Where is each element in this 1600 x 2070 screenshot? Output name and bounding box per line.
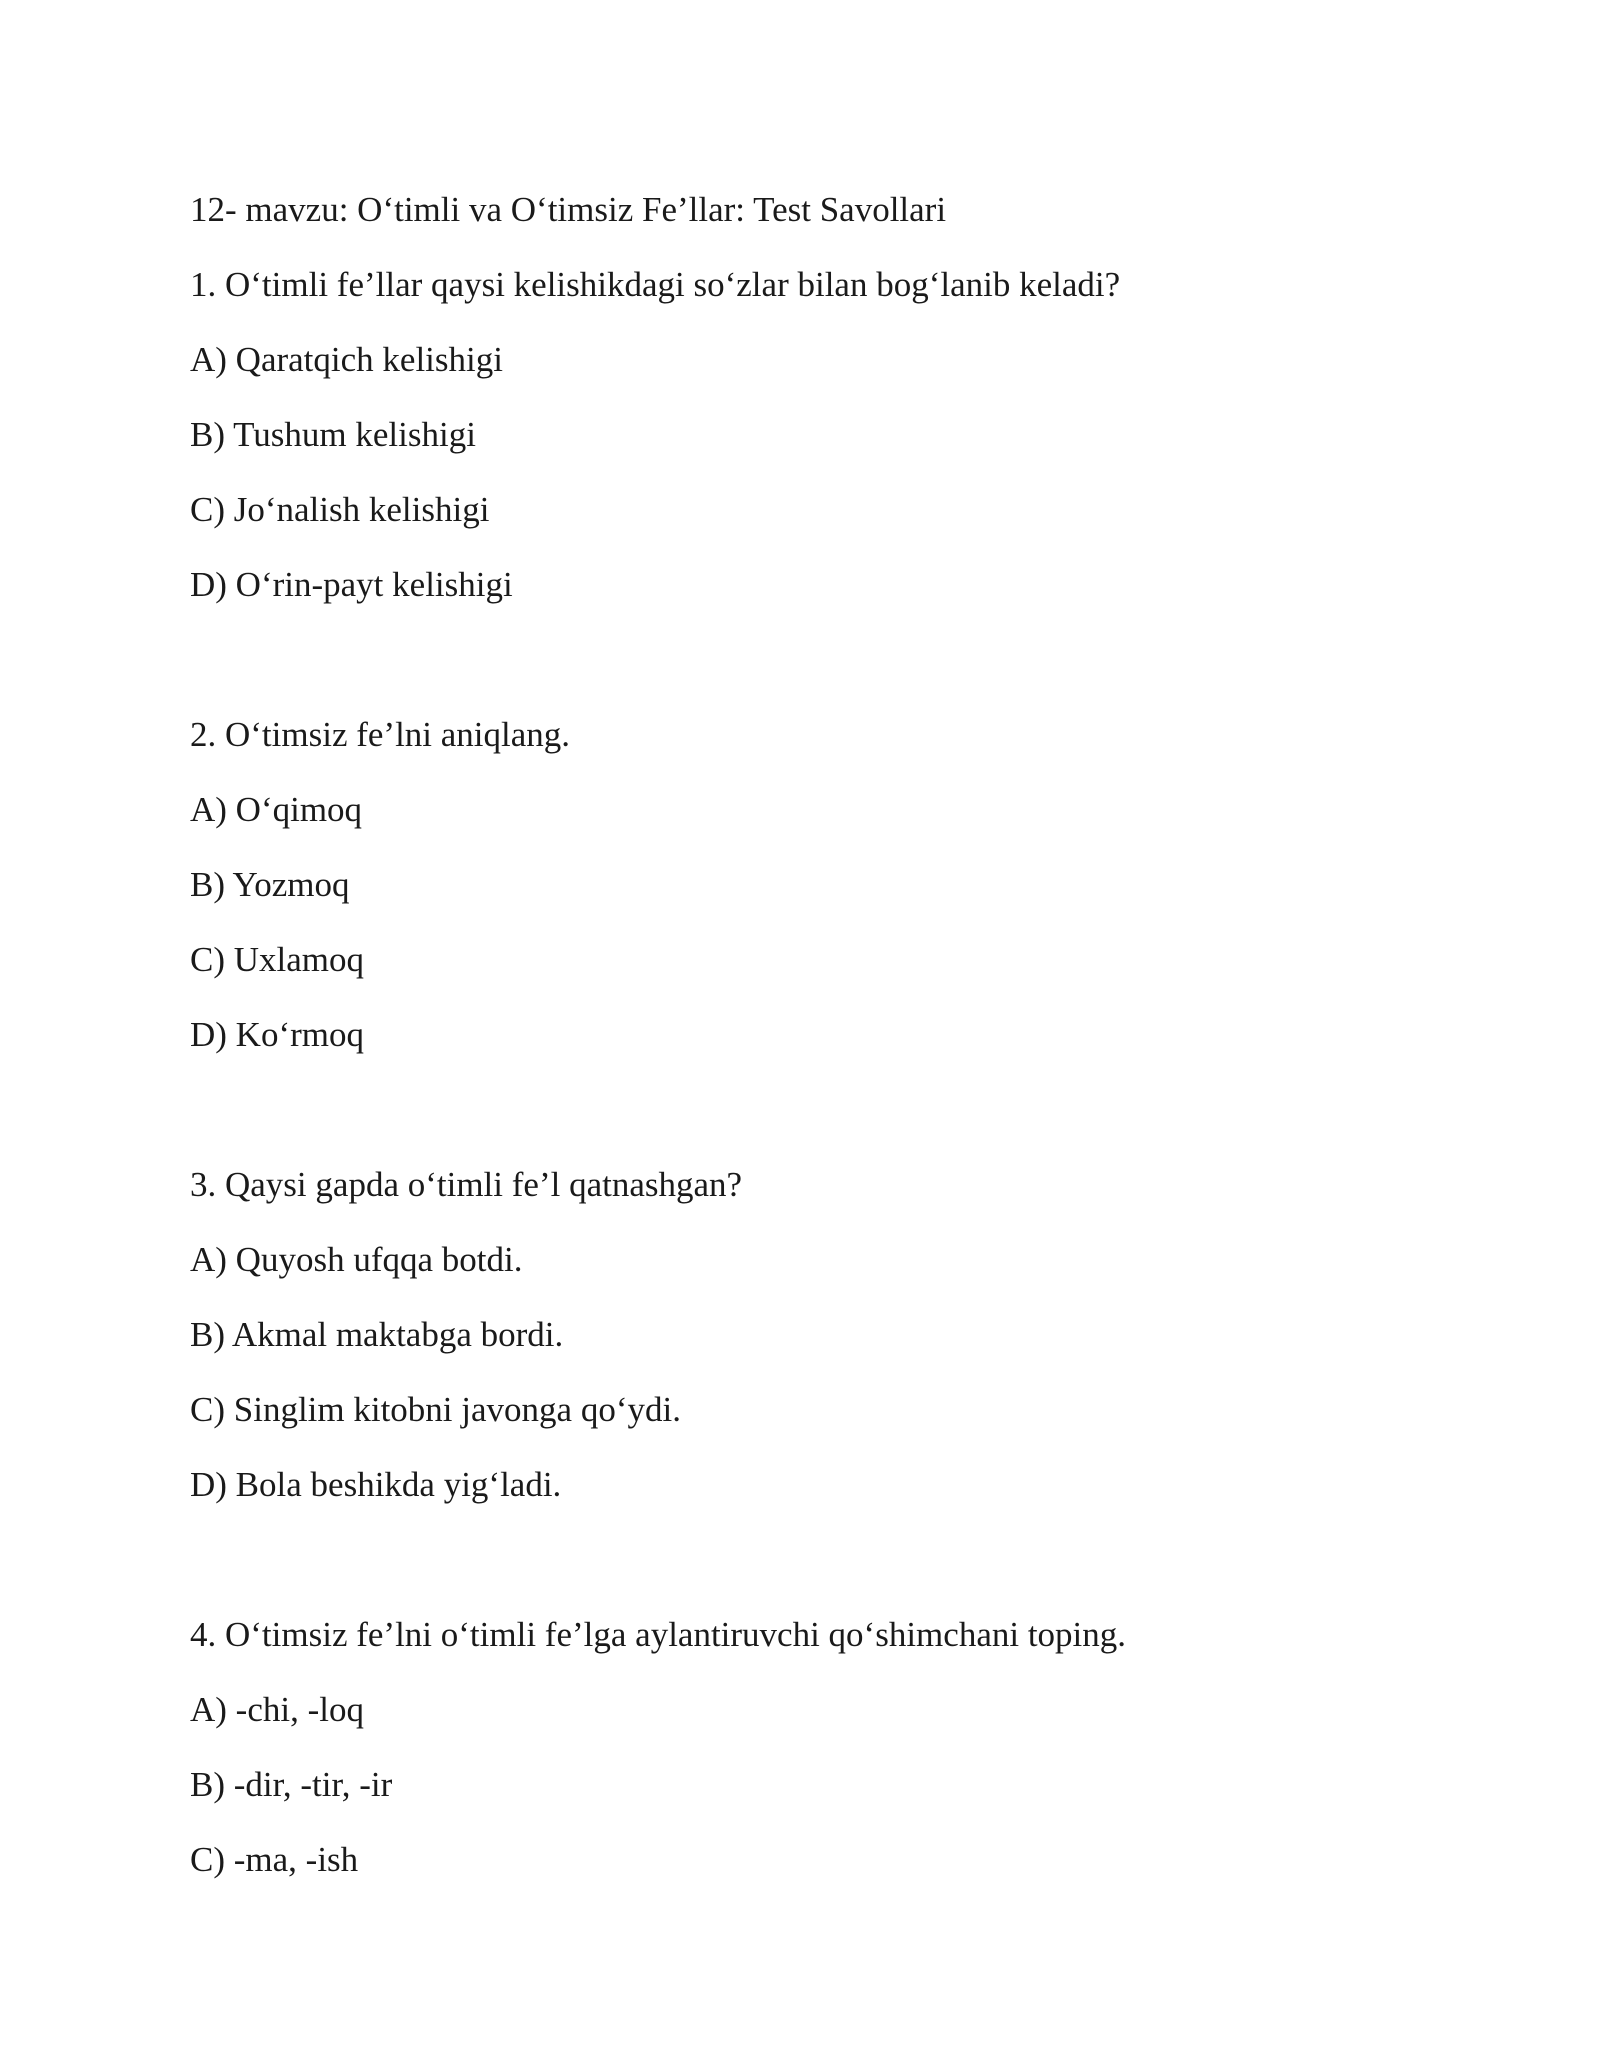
answer-option: B) -dir, -tir, -ir (190, 1765, 393, 1804)
answer-option: A) Qaratqich kelishigi (190, 340, 503, 379)
answer-option: C) -ma, -ish (190, 1840, 359, 1879)
answer-option: B) Tushum kelishigi (190, 415, 476, 454)
answer-option: A) O‘qimoq (190, 790, 363, 829)
page-title: 12- mavzu: O‘timli va O‘timsiz Fe’llar: Test Savollari (190, 190, 947, 229)
answer-option: A) -chi, -loq (190, 1690, 364, 1729)
answer-option: C) Jo‘nalish kelishigi (190, 490, 490, 529)
answer-option: D) Ko‘rmoq (190, 1015, 364, 1054)
answer-option: B) Akmal maktabga bordi. (190, 1315, 564, 1354)
question-text: 1. O‘timli fe’llar qaysi kelishikdagi so‘zlar bilan bog‘lanib keladi? (190, 265, 1121, 304)
question-text: 4. O‘timsiz fe’lni o‘timli fe’lga aylantiruvchi qo‘shimchani toping. (190, 1615, 1127, 1654)
answer-option: B) Yozmoq (190, 865, 350, 904)
question-text: 2. O‘timsiz fe’lni aniqlang. (190, 715, 571, 754)
answer-option: D) O‘rin-payt kelishigi (190, 565, 513, 604)
answer-option: A) Quyosh ufqqa botdi. (190, 1240, 523, 1279)
question-text: 3. Qaysi gapda o‘timli fe’l qatnashgan? (190, 1165, 743, 1204)
answer-option: C) Singlim kitobni javonga qo‘ydi. (190, 1390, 681, 1429)
answer-option: D) Bola beshikda yig‘ladi. (190, 1465, 562, 1504)
answer-option: C) Uxlamoq (190, 940, 365, 979)
